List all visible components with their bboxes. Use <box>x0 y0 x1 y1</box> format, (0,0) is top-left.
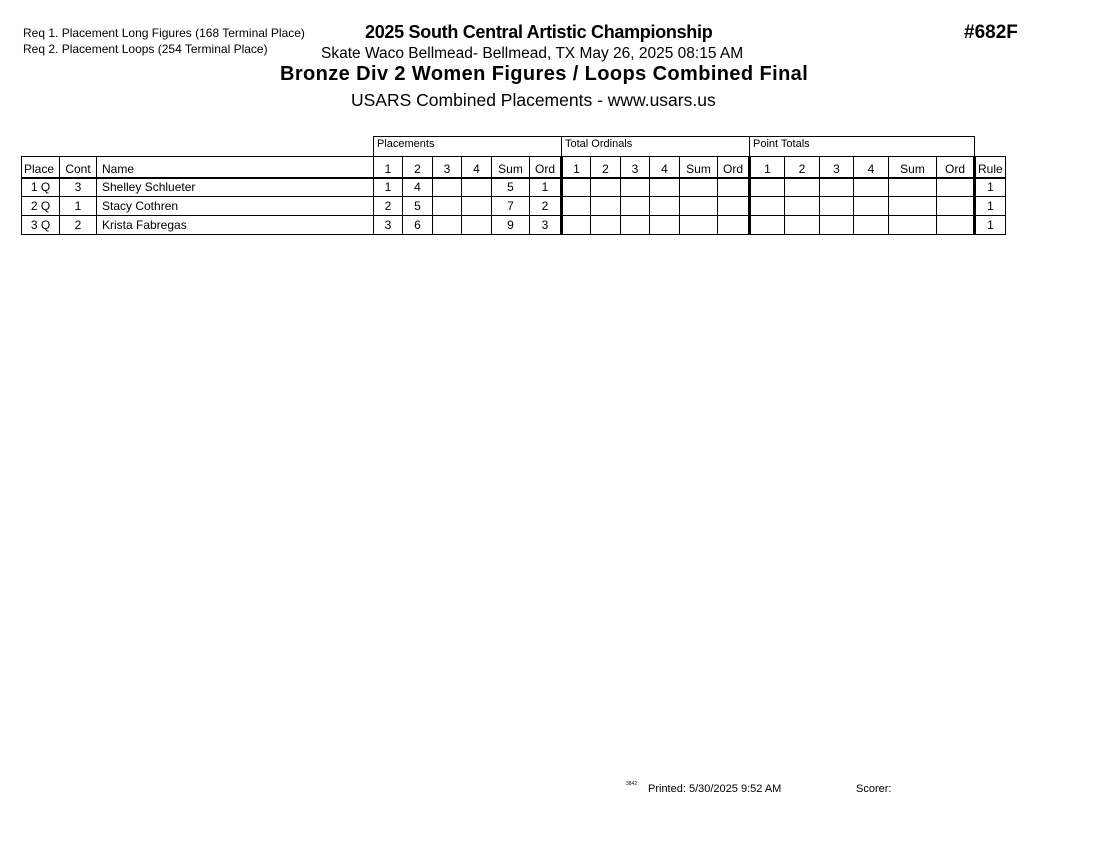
col-placement-4: 4 <box>462 157 492 178</box>
placement-ord-cell: 2 <box>530 197 562 216</box>
placement-ord-cell: 3 <box>530 216 562 235</box>
ordinal-3-cell <box>621 197 650 216</box>
col-placement-3: 3 <box>433 157 462 178</box>
ordinal-2-cell <box>591 178 621 197</box>
ordinal-2-cell <box>591 216 621 235</box>
ordinal-4-cell <box>650 197 680 216</box>
place-cell: 1 Q <box>22 178 60 197</box>
points-sum-cell <box>889 197 937 216</box>
table-header-row <box>22 157 1006 178</box>
ordinal-sum-cell <box>680 178 718 197</box>
skater-name: Shelley Schlueter <box>97 178 374 197</box>
skater-name: Krista Fabregas <box>97 216 374 235</box>
ordinal-1-cell <box>562 197 591 216</box>
placement-1-cell: 3 <box>374 216 403 235</box>
col-points-ord: Ord <box>937 157 975 178</box>
points-1-cell <box>750 216 785 235</box>
rule-cell: 1 <box>975 178 1006 197</box>
subtitle: USARS Combined Placements - www.usars.us <box>351 90 716 110</box>
col-name: Name <box>97 157 374 178</box>
points-2-cell <box>785 216 820 235</box>
points-3-cell <box>820 216 854 235</box>
points-4-cell <box>854 178 889 197</box>
championship-title: 2025 South Central Artistic Championship <box>365 22 713 42</box>
col-points-sum: Sum <box>889 157 937 178</box>
requirement-2: Req 2. Placement Loops (254 Terminal Place) <box>23 42 268 56</box>
requirement-1: Req 1. Placement Long Figures (168 Terminal Place) <box>23 26 305 40</box>
placement-sum-cell: 7 <box>492 197 530 216</box>
ordinal-4-cell <box>650 178 680 197</box>
table-row <box>22 197 1006 216</box>
col-ordinal-sum: Sum <box>680 157 718 178</box>
printed-timestamp: Printed: 5/30/2025 9:52 AM <box>648 783 782 795</box>
points-1-cell <box>750 178 785 197</box>
placement-3-cell <box>433 197 462 216</box>
col-ordinal-ord: Ord <box>718 157 750 178</box>
col-ordinal-2: 2 <box>591 157 621 178</box>
col-placement-sum: Sum <box>492 157 530 178</box>
placement-4-cell <box>462 197 492 216</box>
points-ord-cell <box>937 197 975 216</box>
ordinal-sum-cell <box>680 216 718 235</box>
placement-1-cell: 2 <box>374 197 403 216</box>
col-ordinal-3: 3 <box>621 157 650 178</box>
ordinal-1-cell <box>562 178 591 197</box>
points-3-cell <box>820 197 854 216</box>
cont-cell: 1 <box>60 197 97 216</box>
cont-cell: 2 <box>60 216 97 235</box>
col-placement-1: 1 <box>374 157 403 178</box>
points-ord-cell <box>937 178 975 197</box>
rule-cell: 1 <box>975 197 1006 216</box>
col-placement-ord: Ord <box>530 157 562 178</box>
rule-cell: 1 <box>975 216 1006 235</box>
points-2-cell <box>785 178 820 197</box>
placement-4-cell <box>462 178 492 197</box>
col-points-1: 1 <box>750 157 785 178</box>
placement-3-cell <box>433 178 462 197</box>
placement-2-cell: 5 <box>403 197 433 216</box>
skater-name: Stacy Cothren <box>97 197 374 216</box>
place-cell: 3 Q <box>22 216 60 235</box>
ordinal-ord-cell <box>718 178 750 197</box>
points-4-cell <box>854 197 889 216</box>
table-row <box>22 178 1006 197</box>
placement-2-cell: 4 <box>403 178 433 197</box>
ordinal-2-cell <box>591 197 621 216</box>
results-table <box>21 156 1006 235</box>
ordinal-4-cell <box>650 216 680 235</box>
col-placement-2: 2 <box>403 157 433 178</box>
group-placements: Placements <box>373 136 561 157</box>
cont-cell: 3 <box>60 178 97 197</box>
placement-3-cell <box>433 216 462 235</box>
group-total-ordinals: Total Ordinals <box>561 136 749 157</box>
col-place: Place <box>22 157 60 178</box>
col-points-3: 3 <box>820 157 854 178</box>
place-cell: 2 Q <box>22 197 60 216</box>
table-row <box>22 216 1006 235</box>
points-4-cell <box>854 216 889 235</box>
points-2-cell <box>785 197 820 216</box>
placement-sum-cell: 9 <box>492 216 530 235</box>
group-point-totals: Point Totals <box>749 136 975 157</box>
points-sum-cell <box>889 178 937 197</box>
ordinal-ord-cell <box>718 197 750 216</box>
event-code: #682F <box>964 22 1018 43</box>
placement-1-cell: 1 <box>374 178 403 197</box>
ordinal-1-cell <box>562 216 591 235</box>
col-points-2: 2 <box>785 157 820 178</box>
placement-4-cell <box>462 216 492 235</box>
col-cont: Cont <box>60 157 97 178</box>
ordinal-3-cell <box>621 178 650 197</box>
event-title: Bronze Div 2 Women Figures / Loops Combined Final <box>280 63 809 85</box>
points-1-cell <box>750 197 785 216</box>
col-ordinal-4: 4 <box>650 157 680 178</box>
ordinal-ord-cell <box>718 216 750 235</box>
col-ordinal-1: 1 <box>562 157 591 178</box>
points-ord-cell <box>937 216 975 235</box>
footer-tiny-mark: 3842 <box>626 781 638 787</box>
placement-2-cell: 6 <box>403 216 433 235</box>
scorer-label: Scorer: <box>856 783 892 795</box>
col-rule: Rule <box>975 157 1006 178</box>
col-points-4: 4 <box>854 157 889 178</box>
ordinal-sum-cell <box>680 197 718 216</box>
placement-ord-cell: 1 <box>530 178 562 197</box>
points-sum-cell <box>889 216 937 235</box>
ordinal-3-cell <box>621 216 650 235</box>
points-3-cell <box>820 178 854 197</box>
venue-line: Skate Waco Bellmead- Bellmead, TX May 26, 2025 08:15 AM <box>321 45 744 62</box>
placement-sum-cell: 5 <box>492 178 530 197</box>
